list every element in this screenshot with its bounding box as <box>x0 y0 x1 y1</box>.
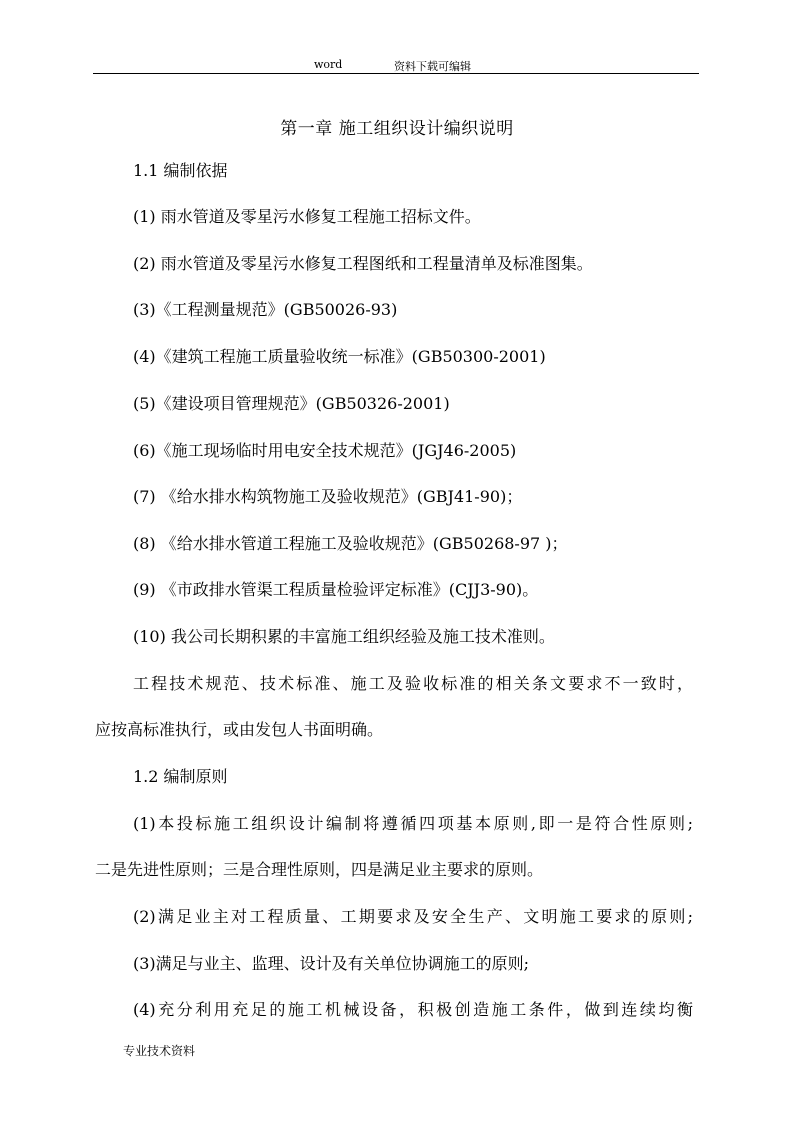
section-heading-1-1: 1.1 编制依据 <box>133 161 228 180</box>
basis-item-4: (4)《建筑工程施工质量验收统一标准》(GB50300-2001) <box>133 347 546 366</box>
principle-item-1: (1)本投标施工组织设计编制将遵循四项基本原则,即一是符合性原则; <box>133 814 693 833</box>
basis-item-5: (5)《建设项目管理规范》(GB50326-2001) <box>133 394 450 413</box>
basis-item-9: (9) 《市政排水管渠工程质量检验评定标准》(CJJ3-90)。 <box>133 580 539 599</box>
paragraph-line: 应按高标准执行，或由发包人书面明确。 <box>95 720 384 739</box>
chapter-title: 第一章 施工组织设计编织说明 <box>280 119 514 139</box>
principle-item-3: (3)满足与业主、监理、设计及有关单位协调施工的原则; <box>133 954 530 973</box>
basis-item-1: (1) 雨水管道及零星污水修复工程施工招标文件。 <box>133 207 481 226</box>
section-heading-1-2: 1.2 编制原则 <box>133 767 228 786</box>
basis-item-2: (2) 雨水管道及零星污水修复工程图纸和工程量清单及标准图集。 <box>133 254 593 273</box>
principle-item-4: (4)充分利用充足的施工机械设备，积极创造施工条件，做到连续均衡 <box>133 1000 693 1019</box>
basis-item-10: (10) 我公司长期积累的丰富施工组织经验及施工技术准则。 <box>133 627 555 646</box>
page-footer: 专业技术资料 <box>123 1044 196 1058</box>
principle-item-2: (2)满足业主对工程质量、工期要求及安全生产、文明施工要求的原则; <box>133 907 693 926</box>
basis-item-7: (7) 《给水排水构筑物施工及验收规范》(GBJ41-90)； <box>133 487 523 506</box>
basis-item-6: (6)《施工现场临时用电安全技术规范》(JGJ46-2005) <box>133 441 517 460</box>
principle-item-1-cont: 二是先进性原则；三是合理性原则，四是满足业主要求的原则。 <box>95 860 544 879</box>
basis-item-8: (8) 《给水排水管道工程施工及验收规范》(GB50268-97 )； <box>133 534 568 553</box>
header-divider <box>93 73 699 74</box>
header-right-text: 资料下载可编辑 <box>394 60 471 73</box>
paragraph-line: 工程技术规范、技术标准、施工及验收标准的相关条文要求不一致时， <box>133 674 693 693</box>
page-header <box>0 58 794 72</box>
header-left-text: word <box>314 58 343 71</box>
basis-item-3: (3)《工程测量规范》(GB50026-93) <box>133 300 398 319</box>
